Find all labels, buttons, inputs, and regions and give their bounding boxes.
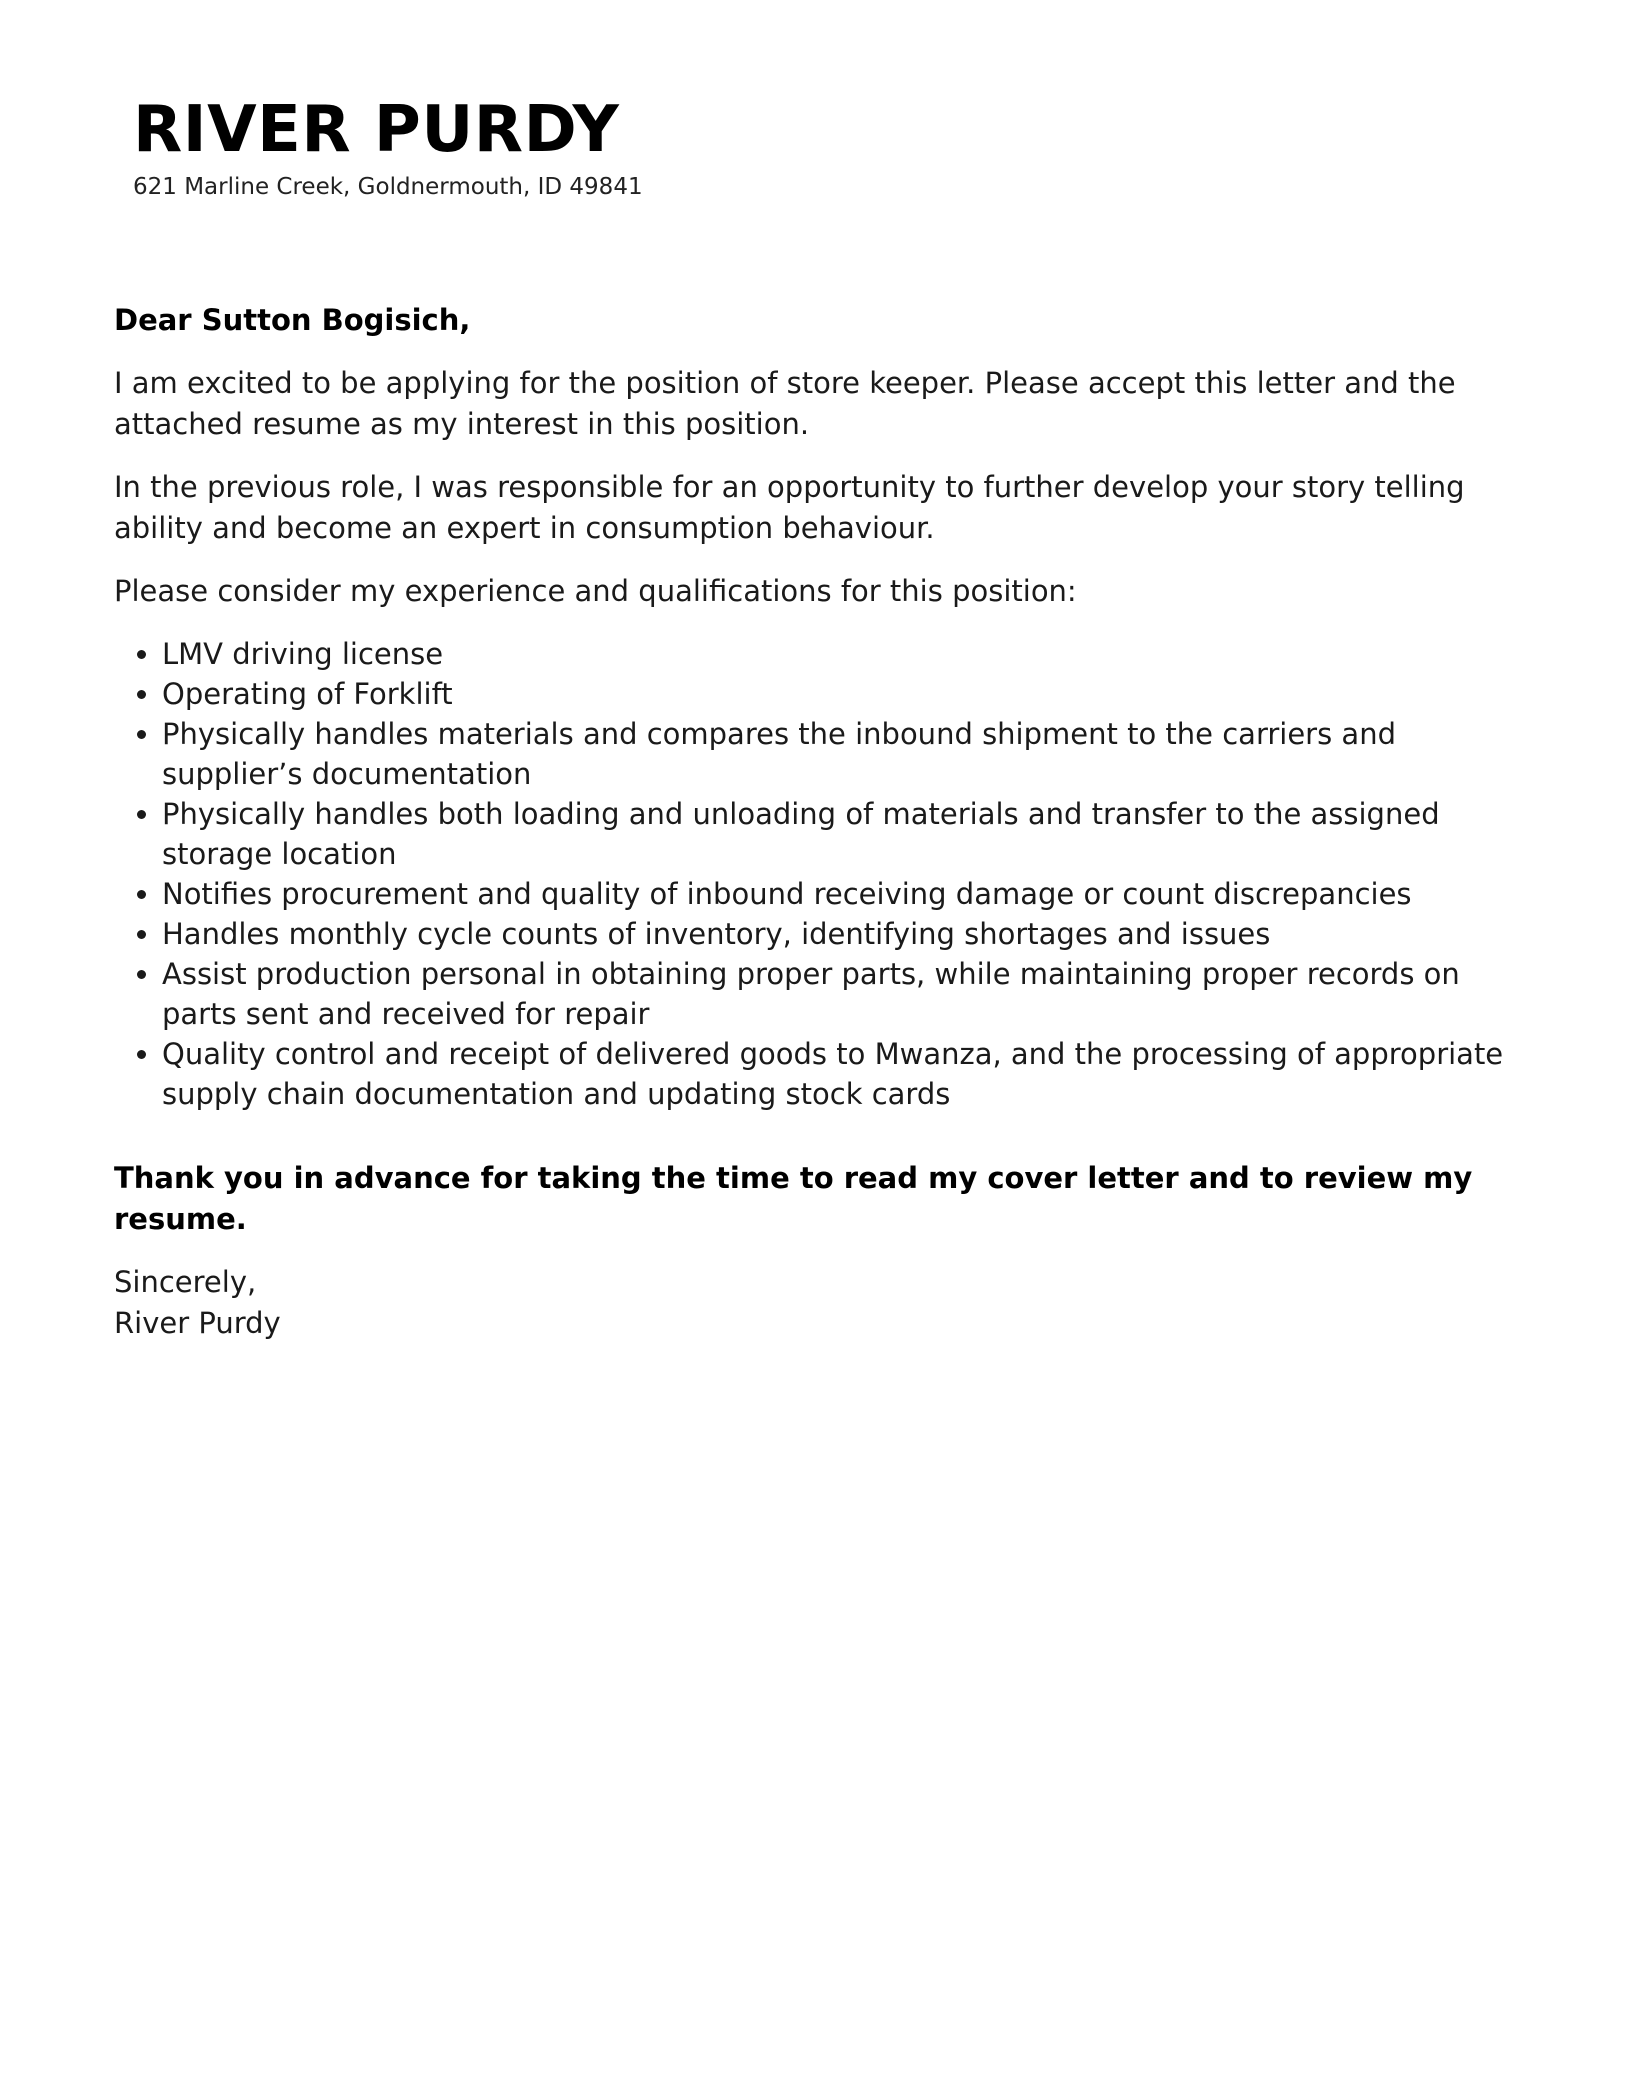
closing: Sincerely,	[114, 1265, 257, 1299]
list-item: • Physically handles materials and compares the inbound shipment to the carriers and supplier’s documentation	[162, 714, 1514, 794]
experience-paragraph: In the previous role, I was responsible for an opportunity to further develop your story telling ability and become an expert in consumption behaviour.	[114, 470, 1465, 545]
signature: River Purdy	[114, 1306, 281, 1340]
letter-header	[133, 90, 1513, 202]
applicant-address: 621 Marline Creek, Goldnermouth, ID 49841	[133, 174, 643, 200]
salutation: Dear Sutton Bogisich,	[114, 303, 471, 337]
thank-you-statement: Thank you in advance for taking the time to read my cover letter and to review my resume.	[114, 1161, 1473, 1236]
letter-body	[114, 300, 1514, 1344]
list-item: • Handles monthly cycle counts of inventory, identifying shortages and issues	[162, 914, 1514, 954]
applicant-name: RIVER PURDY	[133, 93, 620, 167]
qualifications-list	[114, 634, 1514, 1114]
list-item: • LMV driving license	[162, 634, 1514, 674]
list-item: • Operating of Forklift	[162, 674, 1514, 714]
list-item: • Assist production personal in obtaining proper parts, while maintaining proper records on parts sent and received for repair	[162, 954, 1514, 1034]
list-item: • Notifies procurement and quality of inbound receiving damage or count discrepancies	[162, 874, 1514, 914]
qualifications-intro: Please consider my experience and qualifications for this position:	[114, 574, 1077, 608]
intro-paragraph: I am excited to be applying for the position of store keeper. Please accept this letter and the attached resume as my interest in this position.	[114, 366, 1456, 441]
list-item: • Quality control and receipt of delivered goods to Mwanza, and the processing of appropriate supply chain documentation and updating stock cards	[162, 1034, 1514, 1114]
list-item: • Physically handles both loading and unloading of materials and transfer to the assigned storage location	[162, 794, 1514, 874]
